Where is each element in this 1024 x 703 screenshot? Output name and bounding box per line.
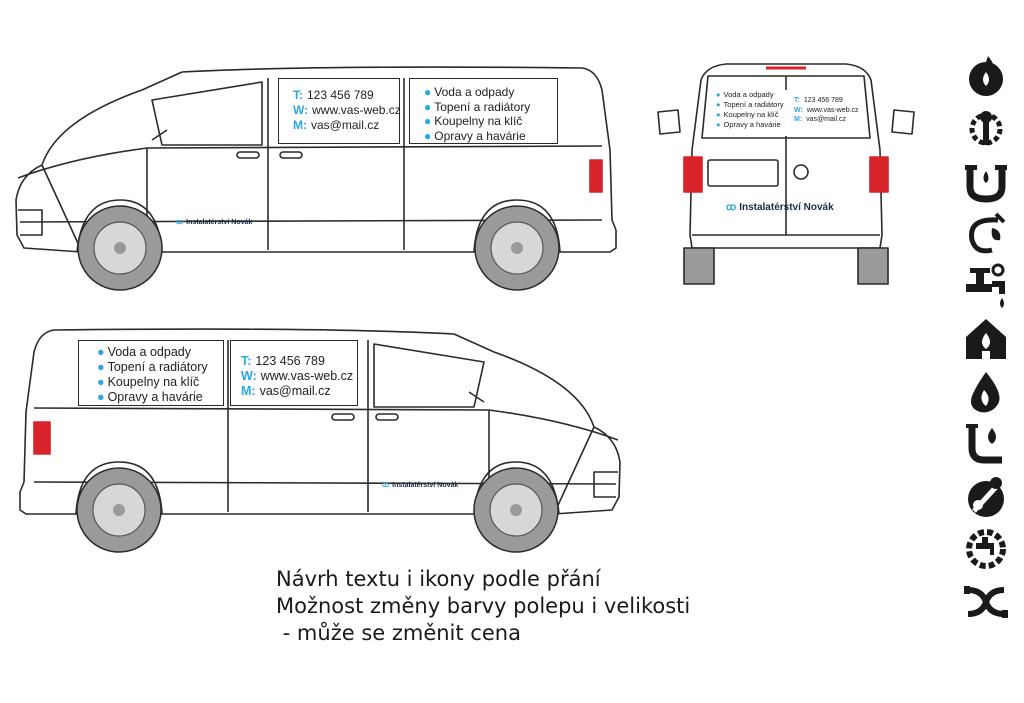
icon-column: [962, 52, 1012, 631]
company-logo: ꝏ Instalatérství Novák: [382, 481, 459, 489]
faucet-icon: [962, 262, 1010, 310]
services-panel: [78, 340, 224, 406]
rear-contact-panel: [794, 96, 864, 126]
house-drop-icon: [962, 315, 1010, 363]
phone-line: T: 123 456 789: [794, 97, 843, 104]
web-line: W: www.vas-web.cz: [293, 103, 401, 117]
pipe-drop-icon: [962, 157, 1010, 205]
phone-line: T: 123 456 789: [241, 354, 325, 368]
van-right-view: [14, 322, 624, 557]
gear-faucet-icon: [962, 525, 1010, 573]
service-item: ● Opravy a havárie: [716, 120, 781, 129]
mail-line: M: vas@mail.cz: [293, 118, 380, 132]
phone-line: T: 123 456 789: [293, 88, 374, 102]
rear-company-logo: ꝏ Instalatérství Novák: [726, 202, 834, 213]
web-line: W: www.vas-web.cz: [241, 369, 354, 383]
note-line-3: - může se změnit cena: [276, 621, 521, 645]
van-left-view: [12, 60, 622, 295]
company-logo: ꝏ Instalatérství Novák: [176, 218, 253, 226]
service-item: ● Koupelny na klíč: [716, 110, 779, 119]
service-item: ● Voda a odpady: [716, 90, 774, 99]
contact-panel: [230, 340, 358, 406]
contact-panel: [278, 78, 400, 144]
note-line-1: Návrh textu i ikony podle přání: [276, 567, 601, 591]
service-item: ● Topení a radiátory: [716, 100, 784, 109]
service-item: ● Voda a odpady: [424, 85, 515, 99]
hose-drop-icon: [962, 210, 1010, 258]
wheel-front: [474, 468, 558, 552]
rear-services-panel: [716, 90, 788, 136]
service-item: ● Opravy a havárie: [97, 390, 203, 404]
service-item: ● Voda a odpady: [97, 345, 191, 359]
gear-wrench-icon: [962, 105, 1010, 153]
design-note: [276, 566, 690, 647]
web-line: W: www.vas-web.cz: [794, 106, 859, 114]
service-item: ● Opravy a havárie: [424, 128, 526, 143]
wheel-front: [78, 206, 162, 290]
service-item: ● Topení a radiátory: [97, 360, 208, 374]
service-item: ● Topení a radiátory: [424, 99, 531, 114]
wrench-gear-drop-icon: [962, 473, 1010, 521]
wheel-rear: [475, 206, 559, 290]
note-line-2: Možnost změny barvy polepu i velikosti: [276, 594, 691, 618]
service-item: ● Koupelny na klíč: [97, 375, 200, 389]
mail-line: M: vas@mail.cz: [241, 384, 331, 398]
wheel-rear: [77, 468, 161, 552]
mail-line: M: vas@mail.cz: [794, 116, 846, 123]
siphon-drop-icon: [962, 420, 1010, 468]
van-rear-view: [656, 60, 916, 292]
flame-drop-icon: [962, 52, 1010, 100]
service-item: ● Koupelny na klíč: [424, 114, 523, 128]
pipe-coupling-icon: [962, 578, 1010, 626]
drop-flame-icon: [962, 368, 1010, 416]
services-panel: [409, 78, 558, 144]
